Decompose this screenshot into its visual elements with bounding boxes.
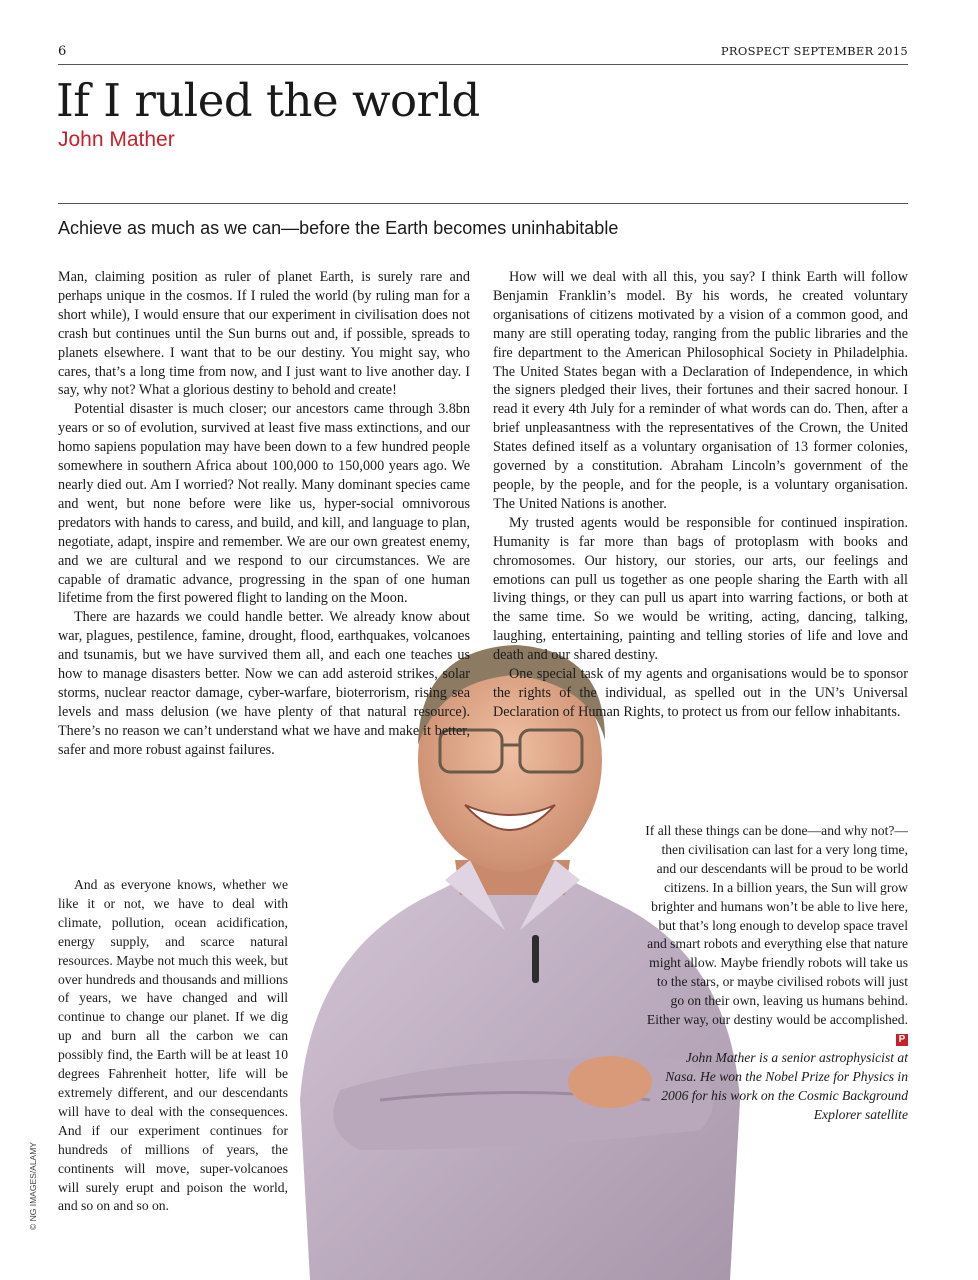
paragraph-1: Man, claiming position as ruler of planet Earth, is surely rare and perhaps unique in the cosmos. If I ruled the world (by ruling man for a short while), I would ensure that our experiment in civilisation does not crash but continues until the Sun burns out and, if possible, spreads to planets elsewhere. I want that to be our destiny. You might say, who cares, that’s a long time from now, and I just want to live another day. I say, why not? What a glorious destiny to behold and create! [58, 269, 470, 399]
end-mark-icon: P [896, 1034, 908, 1046]
paragraph-6: My trusted agents would be responsible for continued inspiration. Humanity is far more than bags of protoplasm with books and chromosomes. Our history, our stories, our arts, our feelings and emotions can pull us together as one people sharing the Earth with all living things, or they can pull us apart into warring factions, or both at the same time. So we would be writing, acting, dancing, talking, laughing, entertaining, painting and telling stories of life and love and death and our shared destiny. [493, 514, 908, 664]
paragraph-8: If all these things can be done—and why not?—then civilisation can last for a very long time, and our descendants will be proud to be world citizens. In a billion years, the Sun will grow brighter and humans won’t be able to live here, but that’s long enough to develop space travel and smart robots and everything else that nature might allow. Maybe friendly robots will take us to the stars, or maybe civilised robots will just go on their own, leaving us humans behind. Either way, our destiny would be accomplished. [645, 823, 908, 1028]
paragraph-2: Potential disaster is much closer; our ancestors came through 3.8bn years or so of evolution, survived at least five mass extinctions, and our homo sapiens population may have been down to a few hundred people somewhere in southern Africa about 100,000 to 150,000 years ago. We nearly died out. Am I worried? Not really. Many dominant species came and went, but none before were like us, hyper-social omnivorous predators with hands to caress, and build, and kill, and language to plan, negotiate, adapt, inspire and remember. We are our own greatest enemy, and we are cultural and we respond to our circumstances. We are capable of dramatic advance, progressing in the span of one human lifetime from the first powered flight to landing on the Moon. [58, 401, 470, 607]
article-column-2-lower [640, 822, 908, 1125]
photo-credit: © NG IMAGES/ALAMY [28, 1142, 38, 1230]
standfirst: Achieve as much as we can—before the Earth becomes uninhabitable [58, 218, 619, 238]
article-column-2 [493, 268, 908, 722]
masthead: PROSPECT SEPTEMBER 2015 [720, 44, 908, 58]
paragraph-4: And as everyone knows, whether we like it or not, we have to deal with climate, pollution, ocean acidification, energy supply, and scarce natural resources. Maybe not much this week, but over hundreds and thousands and millions of years, we have changed and will continue to change our planet. If we dig up and burn all the carbon we can possibly find, the Earth will be at least 10 degrees Fahrenheit hotter, life will be extremely different, and our descendants will have to deal with the consequences. And if our experiment continues for hundreds of millions of years, the continents will move, super-volcanoes will surely erupt and poison the world, and so on and so on. [58, 877, 288, 1214]
author-byline: John Mather [58, 128, 175, 151]
author-bio: John Mather is a senior astrophysicist at Nasa. He won the Nobel Prize for Physics in 2006 for his work on the Cosmic Background Explorer satellite [661, 1049, 908, 1122]
article-column-1 [58, 268, 470, 760]
paragraph-7: One special task of my agents and organisations would be to sponsor the rights of the individual, as spelled out in the UN’s Universal Declaration of Human Rights, to protect us from our fellow inhabitants. [493, 666, 908, 720]
divider-rule [58, 203, 908, 204]
article-column-1-lower [58, 876, 288, 1216]
top-rule [58, 64, 908, 65]
article-title: If I ruled the world [56, 74, 480, 127]
paragraph-3: There are hazards we could handle better. We already know about war, plagues, pestilence, famine, drought, flood, earthquakes, volcanoes and tsunamis, but we have survived them all, and each one teaches us how to manage disasters better. Now we can add asteroid strikes, solar storms, nuclear reactor damage, cyber-warfare, bioterrorism, rising sea levels and mass delusion (we have plenty of that natural resource). There’s no reason we can’t understand what we have and make it better, safer and more robust against failures. [58, 609, 470, 758]
page-number: 6 [58, 44, 67, 59]
paragraph-5: How will we deal with all this, you say? I think Earth will follow Benjamin Franklin’s model. By his words, he created voluntary organisations of citizens motivated by a vision of a common good, and many are still operating today, ranging from the public libraries and the fire department to the American Philosophical Society in Philadelphia. The United States began with a Declaration of Independence, in which the signers pledged their lives, their fortunes and their sacred honour. I read it every 4th July for a reminder of what words can do. Then, after a brief unpleasantness with the representatives of the Crown, the United States defined itself as a voluntary organisation of 13 former colonies, governed by a constitution. Abraham Lincoln’s government of the people, by the people, and for the people, is a voluntary organisation. The United Nations is another. [493, 269, 908, 512]
